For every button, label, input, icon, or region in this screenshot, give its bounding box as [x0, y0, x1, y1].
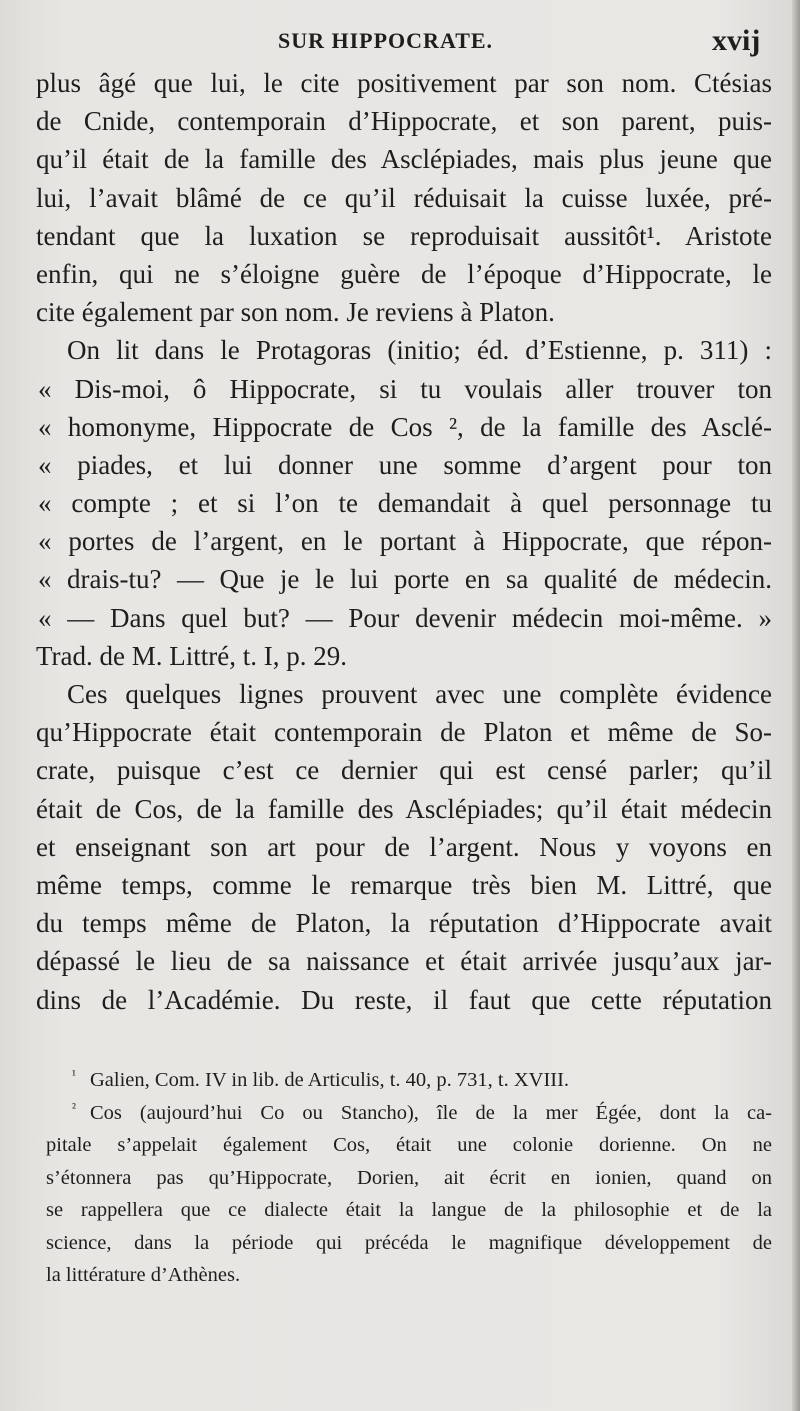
text-line: lui, l’avait blâmé de ce qu’il réduisait la cuisse luxée, pré-: [36, 182, 772, 213]
footnote-2: [46, 1097, 772, 1130]
quote-line: « — Dans quel but? — Pour devenir médecin moi-même. »: [38, 602, 772, 633]
quote-line: « compte ; et si l’on te demandait à quel personnage tu: [38, 488, 772, 519]
page-edge-shadow: [792, 0, 800, 1411]
footnote-line: s’étonnera pas qu’Hippocrate, Dorien, ait écrit en ionien, quand on: [46, 1166, 772, 1189]
quote-line: « drais-tu? — Que je le lui porte en sa qualité de médecin.: [38, 564, 772, 595]
footnote-line: science, dans la période qui précéda le magnifique développement de: [46, 1231, 772, 1254]
text-line: du temps même de Platon, la réputation d’Hippocrate avait: [36, 908, 772, 939]
text-line: qu’Hippocrate était contemporain de Platon et même de So-: [36, 717, 772, 748]
text-line: tendant que la luxation se reproduisait aussitôt¹. Aristote: [36, 220, 772, 251]
citation-line: Trad. de M. Littré, t. I, p. 29.: [36, 640, 347, 671]
quote-line: « homonyme, Hippocrate de Cos ², de la famille des Asclé-: [38, 411, 772, 442]
quote-line: « piades, et lui donner une somme d’argent pour ton: [38, 449, 772, 480]
text-line: crate, puisque c’est ce dernier qui est censé parler; qu’il: [36, 755, 772, 786]
text-line: cite également par son nom. Je reviens à Platon.: [36, 297, 555, 328]
footnotes: [46, 1064, 772, 1292]
text-line: enfin, qui ne s’éloigne guère de l’époque d’Hippocrate, le: [36, 258, 772, 289]
quote-line: « portes de l’argent, en le portant à Hippocrate, que répon-: [38, 526, 772, 557]
footnote-marker: ²: [72, 1099, 76, 1115]
footnote-marker: ¹: [72, 1067, 76, 1082]
text-line: qu’il était de la famille des Asclépiades, mais plus jeune que: [36, 144, 772, 175]
text-line: On lit dans le Protagoras (initio; éd. d’Estienne, p. 311) :: [67, 335, 772, 366]
main-text: [36, 64, 772, 1019]
page-number: xvij: [712, 24, 761, 57]
footnote-line: la littérature d’Athènes.: [46, 1264, 241, 1286]
text-line: même temps, comme le remarque très bien M. Littré, que: [36, 869, 772, 900]
text-line: plus âgé que lui, le cite positivement par son nom. Ctésias: [36, 68, 772, 98]
text-line: dépassé le lieu de sa naissance et était arrivée jusqu’aux jar-: [36, 946, 772, 977]
footnote-line: pitale s’appelait également Cos, était une colonie dorienne. On ne: [46, 1134, 772, 1156]
quote-line: « Dis-moi, ô Hippocrate, si tu voulais aller trouver ton: [38, 373, 772, 404]
footnote-text: Galien, Com. IV in lib. de Articulis, t. 40, p. 731, t. XVIII.: [90, 1069, 570, 1091]
footnote-text: Cos (aujourd’hui Co ou Stancho), île de la mer Égée, dont la ca-: [90, 1101, 772, 1124]
footnote-1: [46, 1064, 772, 1097]
text-line: dins de l’Académie. Du reste, il faut que cette réputation: [36, 984, 772, 1015]
text-line: et enseignant son art pour de l’argent. Nous y voyons en: [36, 831, 772, 862]
page-header: [0, 24, 800, 64]
text-line: était de Cos, de la famille des Asclépiades; qu’il était médecin: [36, 793, 772, 824]
running-head: SUR HIPPOCRATE.: [278, 28, 494, 53]
footnote-line: se rappellera que ce dialecte était la langue de la philosophie et de la: [46, 1199, 772, 1221]
text-line: Ces quelques lignes prouvent avec une complète évidence: [67, 679, 772, 709]
text-line: de Cnide, contemporain d’Hippocrate, et son parent, puis-: [36, 106, 772, 137]
